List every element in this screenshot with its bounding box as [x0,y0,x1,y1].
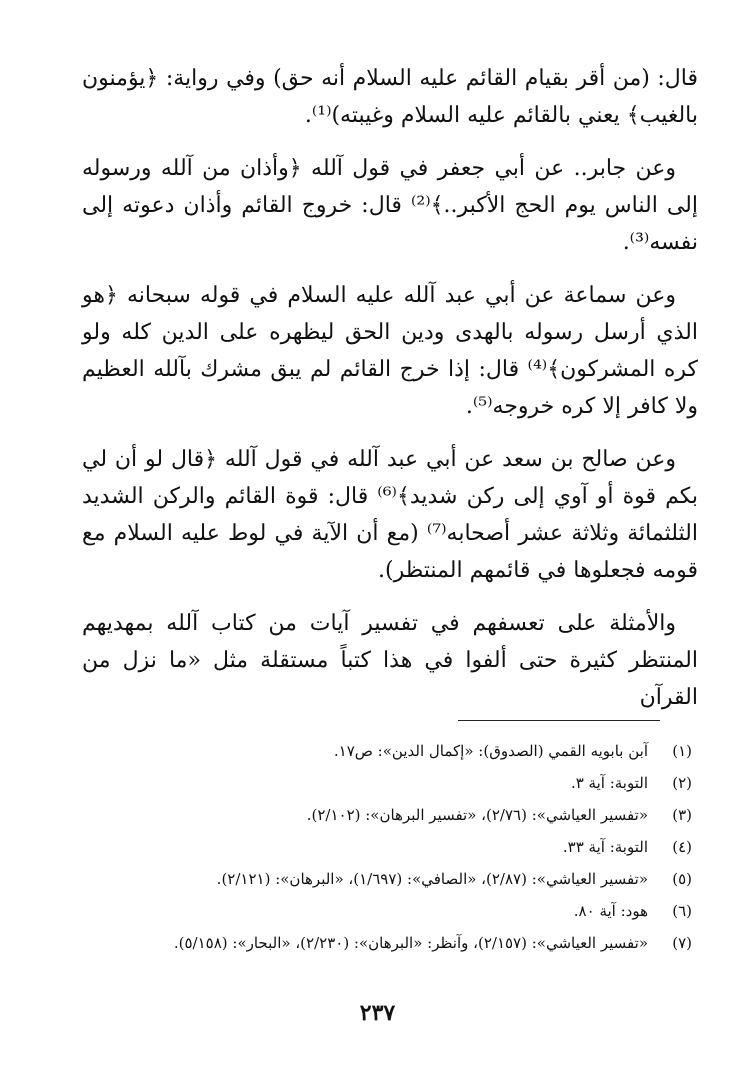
footnote-text: آبن بابويه القمي (الصدوق): «إكمال الدين»: ص١٧. [333,742,648,760]
footnote-number: (٧) [672,934,692,952]
paragraph-2 [82,150,698,261]
footnote-7 [70,927,692,959]
footnote-number: (١) [672,742,692,760]
footnote-6 [70,895,692,927]
footnote-number: (٥) [672,870,692,888]
footnote-4 [70,831,692,863]
footnotes [70,735,692,959]
footnote-text: التوبة: آية ٣. [570,774,648,792]
paragraph-5 [82,605,698,716]
footnote-5 [70,863,692,895]
footnote-number: (٣) [672,806,692,824]
footnote-number: (٦) [672,902,692,920]
page-number: ٢٣٧ [359,1000,396,1026]
paragraph-5-text: والأمثلة على تعسفهم في تفسير آيات من كتاب آلله بمهديهم المنتظر كثيرة حتى ألفوا في هذا كتباً مستقلة مثل «ما نزل من القرآن [82,611,698,710]
paragraph-4-text: وعن صالح بن سعد عن أبي عبد آلله في قول آلله ﴿قال لو أن لي بكم قوة أو آوي إلى ركن شديد﴾⁽⁶⁾ قال: قوة القائم والركن الشديد الثلثمائة وثلاثة عشر أصحابه⁽⁷⁾ (مع أن الآية في لوط عليه السلام مع قومه فجعلوها في قائمهم المنتظر). [82,447,699,583]
footnote-text: «تفسير العياشي»: (٢/٧٦)، «تفسير البرهان»: (٢/١٠٢). [306,806,648,824]
footnote-1 [70,735,692,767]
paragraph-2-text: وعن جابر.. عن أبي جعفر في قول آلله ﴿وأذان من آلله ورسوله إلى الناس يوم الحج الأكبر..﴾⁽²⁾ قال: خروج القائم وأذان دعوته إلى نفسه⁽³⁾. [82,156,698,255]
footnote-number: (٢) [672,774,692,792]
footnote-divider [458,720,660,721]
footnote-text: هود: آية ٨٠. [573,902,648,920]
footnote-text: «تفسير العياشي»: (٢/١٥٧)، وآنظر: «البرهان»: (٢/٢٣٠)، «البحار»: (٥/١٥٨). [173,934,648,952]
paragraph-3-text: وعن سماعة عن أبي عبد آلله عليه السلام في قوله سبحانه ﴿هو الذي أرسل رسوله بالهدى ودين الحق ليظهره على الدين كله ولو كره المشركون﴾⁽⁴⁾ قال: إذا خرج القائم لم يبق مشرك بآلله العظيم ولا كافر إلا كره خروجه⁽⁵⁾. [82,283,698,419]
footnote-number: (٤) [672,838,692,856]
footnote-text: «تفسير العياشي»: (٢/٨٧)، «الصافي»: (١/٦٩٧)، «البرهان»: (٢/١٢١). [216,870,648,888]
footnote-text: التوبة: آية ٣٣. [562,838,648,856]
footnote-2 [70,767,692,799]
paragraph-3 [82,277,698,425]
paragraph-1: قال: (من أقر بقيام القائم عليه السلام أنه حق) وفي رواية: ﴿يؤمنون بالغيب﴾ يعني بالقائم عليه السلام وغيبته)⁽¹⁾. [82,66,698,128]
footnote-3 [70,799,692,831]
main-text [82,60,698,732]
paragraph-4 [82,441,698,589]
